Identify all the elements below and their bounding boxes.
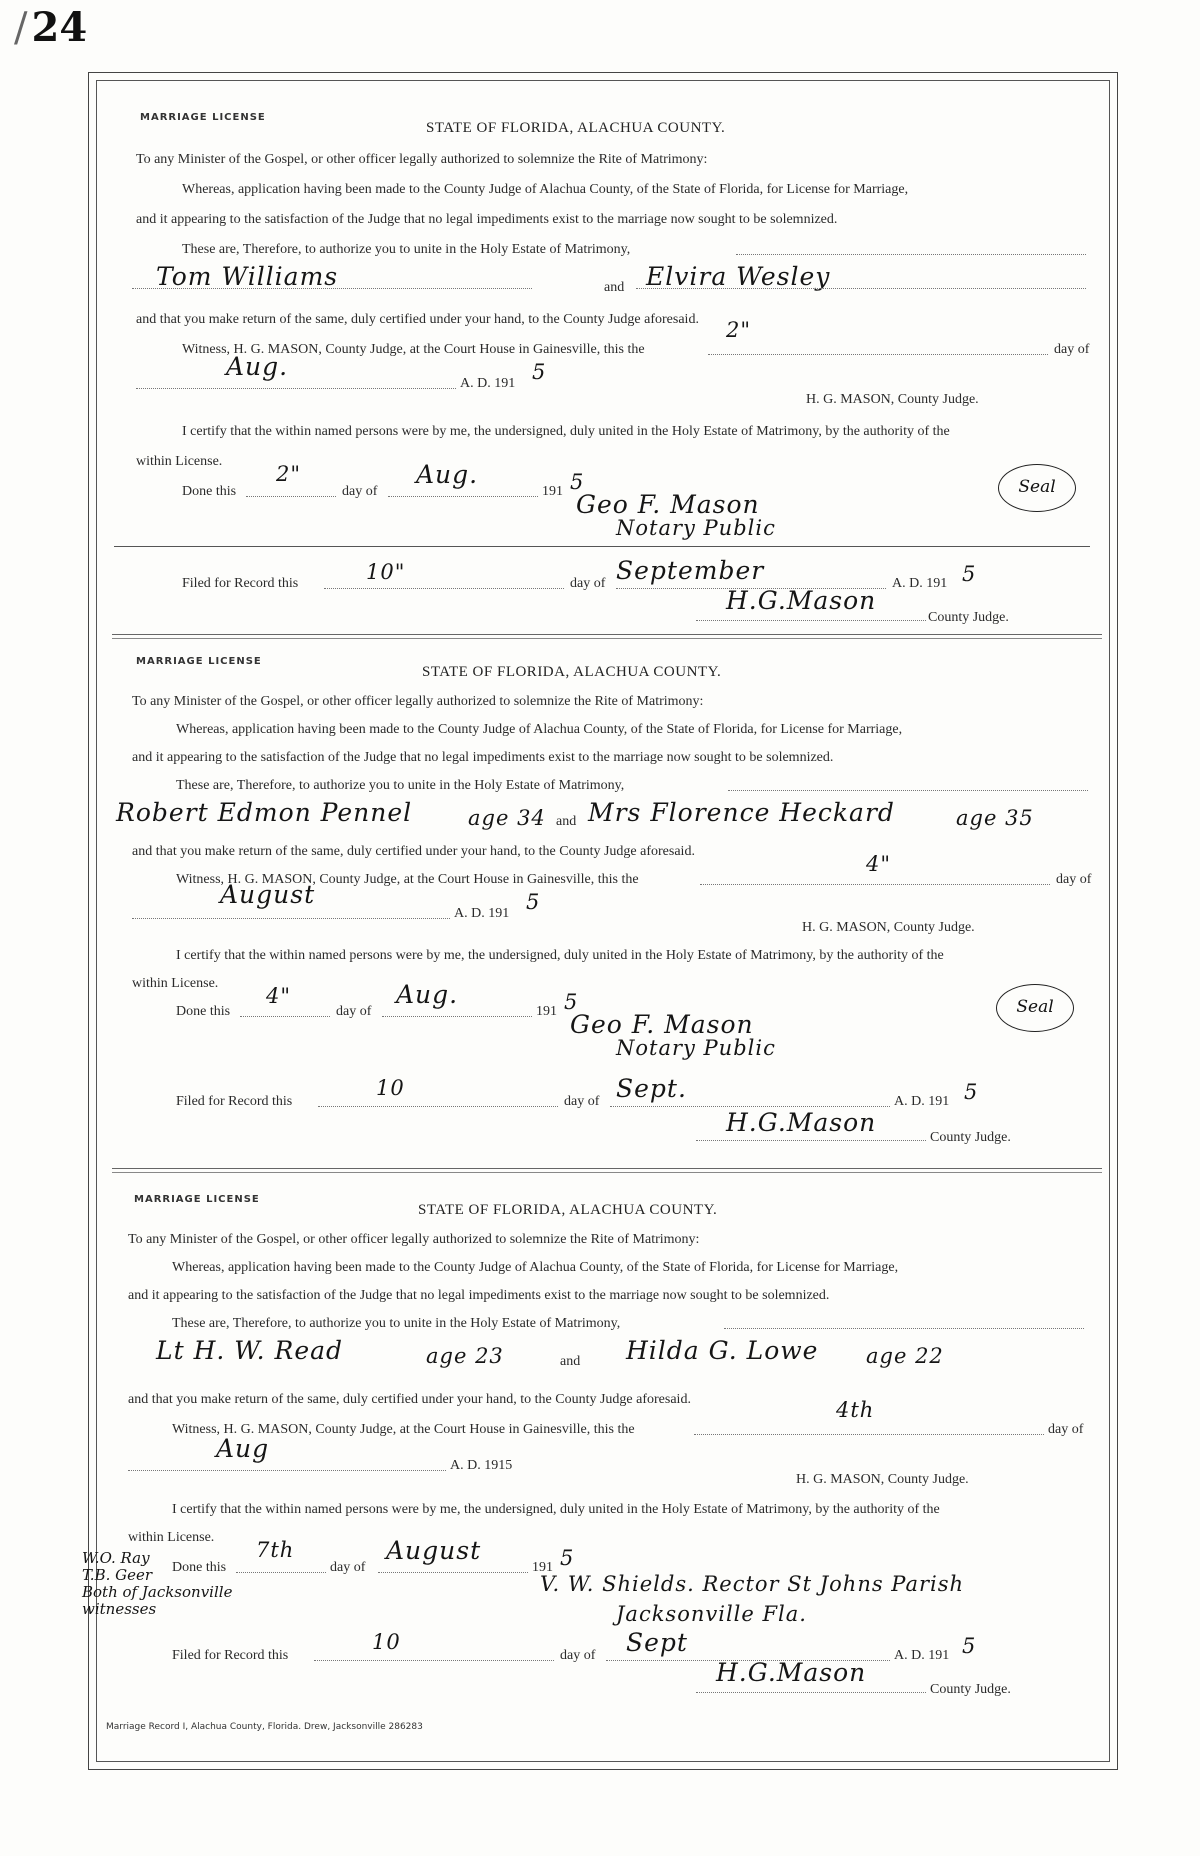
within-license: within License. xyxy=(136,454,223,469)
officiant-signature: Geo F. Mason xyxy=(576,490,760,519)
witness-label: witnesses xyxy=(82,1600,157,1618)
done-year: 191 xyxy=(532,1560,553,1575)
officiant-title: Notary Public xyxy=(616,516,776,540)
witnesses-note xyxy=(82,1550,252,1618)
filed-day: 10" xyxy=(366,560,406,584)
officiant-title: Jacksonville Fla. xyxy=(616,1602,807,1626)
done-day-of: day of xyxy=(336,1004,372,1019)
groom-age: age 23 xyxy=(426,1344,504,1368)
to-any-minister: To any Minister of the Gospel, or other officer legally authorized to solemnize the Rite of Matrimony: xyxy=(136,152,708,167)
witness-2: T.B. Geer xyxy=(82,1566,153,1584)
filed-ad: A. D. 191 xyxy=(894,1094,950,1109)
filed-year-suffix: 5 xyxy=(962,562,977,586)
bride-age: age 22 xyxy=(866,1344,944,1368)
filed-ad: A. D. 191 xyxy=(894,1648,950,1663)
license-2 xyxy=(96,648,1108,1178)
ad-label: A. D. 191 xyxy=(454,906,510,921)
seal-stamp: Seal xyxy=(996,984,1074,1032)
witness-day: 4" xyxy=(866,852,892,876)
license-label: MARRIAGE LICENSE xyxy=(140,112,266,123)
done-this-label: Done this xyxy=(172,1560,227,1575)
bride-name: Hilda G. Lowe xyxy=(626,1336,819,1365)
section-divider-2 xyxy=(112,1168,1102,1169)
filed-label: Filed for Record this xyxy=(176,1094,293,1109)
filed-day-of: day of xyxy=(564,1094,600,1109)
and-word: and xyxy=(556,814,577,829)
filed-day: 10 xyxy=(376,1076,405,1100)
done-day: 7th xyxy=(256,1538,295,1562)
filed-month: Sept xyxy=(626,1628,688,1657)
done-year: 191 xyxy=(536,1004,557,1019)
filed-day: 10 xyxy=(372,1630,401,1654)
day-of-label: day of xyxy=(1056,872,1092,887)
done-year-suffix: 5 xyxy=(564,990,579,1014)
divider xyxy=(114,546,1090,547)
groom-name: Robert Edmon Pennel xyxy=(116,798,413,827)
section-divider-1b xyxy=(112,638,1102,639)
state-title: STATE OF FLORIDA, ALACHUA COUNTY. xyxy=(418,1202,718,1218)
done-month: Aug. xyxy=(416,460,479,489)
judge-signature: H.G.Mason xyxy=(716,1658,867,1687)
done-year: 191 xyxy=(542,484,563,499)
witness-1: W.O. Ray xyxy=(82,1549,150,1567)
day-of-label: day of xyxy=(1048,1422,1084,1437)
filed-year-suffix: 5 xyxy=(962,1634,977,1658)
witness-residence: Both of Jacksonville xyxy=(82,1583,233,1601)
filed-month: September xyxy=(616,556,765,585)
bride-name: Elvira Wesley xyxy=(646,262,831,291)
appearing-text: and it appearing to the satisfaction of the Judge that no legal impediments exist to the marriage now sought to be solemnized. xyxy=(128,1288,830,1303)
witness-day: 2" xyxy=(726,318,752,342)
officiant-signature: V. W. Shields. Rector St Johns Parish xyxy=(540,1572,965,1596)
bride-age: age 35 xyxy=(956,806,1034,830)
appearing-text: and it appearing to the satisfaction of the Judge that no legal impediments exist to the marriage now sought to be solemnized. xyxy=(136,212,838,227)
witness-text: Witness, H. G. MASON, County Judge, at the Court House in Gainesville, this the xyxy=(182,342,645,357)
done-year-suffix: 5 xyxy=(570,470,585,494)
witness-year: 5 xyxy=(532,360,547,384)
whereas-text: Whereas, application having been made to the County Judge of Alachua County, of the State of Florida, for License for Marriage, xyxy=(182,182,909,197)
state-title: STATE OF FLORIDA, ALACHUA COUNTY. xyxy=(426,120,726,136)
these-are-text: These are, Therefore, to authorize you to unite in the Holy Estate of Matrimony, xyxy=(176,778,625,793)
section-divider-2b xyxy=(112,1172,1102,1173)
done-day: 2" xyxy=(276,462,302,486)
filed-ad: A. D. 191 xyxy=(892,576,948,591)
appearing-text: and it appearing to the satisfaction of the Judge that no legal impediments exist to the marriage now sought to be solemnized. xyxy=(132,750,834,765)
return-text: and that you make return of the same, duly certified under your hand, to the County Judge aforesaid. xyxy=(128,1392,691,1407)
these-are-text: These are, Therefore, to authorize you to unite in the Holy Estate of Matrimony, xyxy=(172,1316,621,1331)
witness-month: Aug xyxy=(216,1434,270,1463)
return-text: and that you make return of the same, duly certified under your hand, to the County Judge aforesaid. xyxy=(136,312,699,327)
certify-text: I certify that the within named persons were by me, the undersigned, duly united in the Holy Estate of Matrimony, by the authority of the xyxy=(176,948,944,963)
footer-imprint: Marriage Record I, Alachua County, Florida. Drew, Jacksonville 286283 xyxy=(106,1722,423,1732)
done-this-label: Done this xyxy=(176,1004,231,1019)
witness-month: Aug. xyxy=(226,352,289,381)
license-3 xyxy=(82,1182,1108,1752)
filed-day-of: day of xyxy=(560,1648,596,1663)
whereas-text: Whereas, application having been made to the County Judge of Alachua County, of the State of Florida, for License for Marriage, xyxy=(172,1260,899,1275)
these-are-text: These are, Therefore, to authorize you to unite in the Holy Estate of Matrimony, xyxy=(182,242,631,257)
license-label: MARRIAGE LICENSE xyxy=(134,1194,260,1205)
license-label: MARRIAGE LICENSE xyxy=(136,656,262,667)
certify-text: I certify that the within named persons were by me, the undersigned, duly united in the Holy Estate of Matrimony, by the authority of the xyxy=(172,1502,940,1517)
done-year-suffix: 5 xyxy=(560,1546,575,1570)
judge-signature: H.G.Mason xyxy=(726,586,877,615)
witness-month: August xyxy=(220,880,316,909)
section-divider-1 xyxy=(112,634,1102,635)
filed-month: Sept. xyxy=(616,1074,687,1103)
within-license: within License. xyxy=(128,1530,215,1545)
and-word: and xyxy=(604,280,625,295)
witness-text: Witness, H. G. MASON, County Judge, at the Court House in Gainesville, this the xyxy=(176,872,639,887)
to-any-minister: To any Minister of the Gospel, or other officer legally authorized to solemnize the Rite of Matrimony: xyxy=(128,1232,700,1247)
groom-name: Tom Williams xyxy=(156,262,339,291)
to-any-minister: To any Minister of the Gospel, or other officer legally authorized to solemnize the Rite of Matrimony: xyxy=(132,694,704,709)
seal-stamp: Seal xyxy=(998,464,1076,512)
officiant-title: Notary Public xyxy=(616,1036,776,1060)
filed-label: Filed for Record this xyxy=(172,1648,289,1663)
whereas-text: Whereas, application having been made to the County Judge of Alachua County, of the State of Florida, for License for Marriage, xyxy=(176,722,903,737)
ad-label: A. D. 1915 xyxy=(450,1458,513,1473)
done-day: 4" xyxy=(266,984,292,1008)
filed-year-suffix: 5 xyxy=(964,1080,979,1104)
filed-day-of: day of xyxy=(570,576,606,591)
judge-line: H. G. MASON, County Judge. xyxy=(802,920,975,935)
certify-text: I certify that the within named persons were by me, the undersigned, duly united in the Holy Estate of Matrimony, by the authority of the xyxy=(182,424,950,439)
groom-age: age 34 xyxy=(468,806,546,830)
done-month: Aug. xyxy=(396,980,459,1009)
witness-text: Witness, H. G. MASON, County Judge, at the Court House in Gainesville, this the xyxy=(172,1422,635,1437)
done-day-of: day of xyxy=(330,1560,366,1575)
judge-line: H. G. MASON, County Judge. xyxy=(796,1472,969,1487)
page-number: / 24 xyxy=(14,4,88,51)
within-license: within License. xyxy=(132,976,219,991)
judge-signature: H.G.Mason xyxy=(726,1108,877,1137)
day-of-label: day of xyxy=(1054,342,1090,357)
done-day-of: day of xyxy=(342,484,378,499)
return-text: and that you make return of the same, duly certified under your hand, to the County Judge aforesaid. xyxy=(132,844,695,859)
ad-label: A. D. 191 xyxy=(460,376,516,391)
officiant-signature: Geo F. Mason xyxy=(570,1010,754,1039)
groom-name: Lt H. W. Read xyxy=(156,1336,344,1365)
state-title: STATE OF FLORIDA, ALACHUA COUNTY. xyxy=(422,664,722,680)
county-judge-label: County Judge. xyxy=(930,1682,1011,1697)
witness-day: 4th xyxy=(836,1398,875,1422)
judge-line: H. G. MASON, County Judge. xyxy=(806,392,979,407)
license-1 xyxy=(96,90,1108,650)
county-judge-label: County Judge. xyxy=(928,610,1009,625)
witness-year: 5 xyxy=(526,890,541,914)
county-judge-label: County Judge. xyxy=(930,1130,1011,1145)
bride-name: Mrs Florence Heckard xyxy=(588,798,895,827)
done-month: August xyxy=(386,1536,482,1565)
filed-label: Filed for Record this xyxy=(182,576,299,591)
and-word: and xyxy=(560,1354,581,1369)
done-this-label: Done this xyxy=(182,484,237,499)
